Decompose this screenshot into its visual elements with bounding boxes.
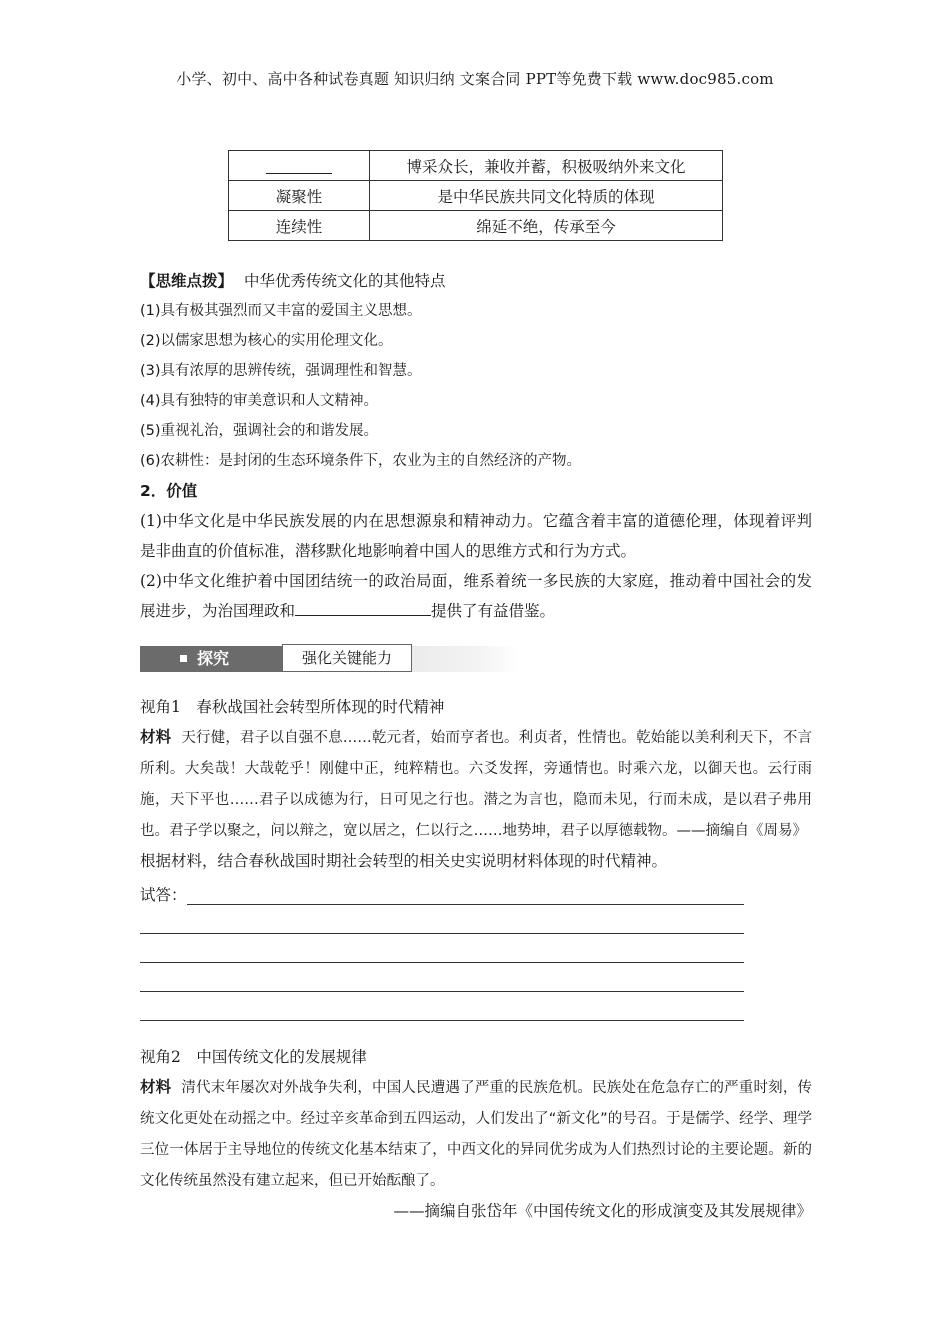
perspective-2	[140, 1042, 812, 1226]
answer-field[interactable]	[140, 876, 744, 905]
section-banner	[140, 644, 518, 674]
perspective-title: 视角1 春秋战国社会转型所体现的时代精神	[140, 698, 445, 716]
material-text: 天行健，君子以自强不息……乾元者，始而亨者也。利贞者，性情也。乾始能以美利利天下，不言所利。大矣哉！大哉乾乎！刚健中正，纯粹精也。六爻发挥，旁通情也。时乘六龙，以御天也。云行雨施，天下平也……君子以成德为行，日可见之行也。潜之为言也，隐而未见，行而未成，是以君子弗用也。君子学以聚之，问以辩之，宽以居之，仁以行之……地势坤，君子以厚德载物。——摘编自《周易》	[140, 730, 812, 839]
value-heading: 2．价值	[140, 482, 198, 500]
feature-desc: 绵延不绝，传承至今	[370, 211, 723, 241]
page-header: 小学、初中、高中各种试卷真题 知识归纳 文案合同 PPT等免费下载 www.doc985.com	[176, 70, 774, 88]
answer-line[interactable]	[140, 992, 744, 1021]
value-p2-end: 提供了有益借鉴。	[431, 602, 556, 620]
fill-blank	[266, 159, 332, 174]
banner-title: 探究	[197, 649, 230, 668]
thinking-title: 中华优秀传统文化的其他特点	[243, 272, 446, 290]
list-item: (4)具有独特的审美意识和人文精神。	[140, 393, 379, 409]
table-row	[229, 151, 723, 181]
answer-line[interactable]	[140, 934, 744, 963]
feature-desc: 博采众长，兼收并蓄，积极吸纳外来文化	[370, 151, 723, 181]
list-item: (5)重视礼治，强调社会的和谐发展。	[140, 423, 379, 439]
fill-blank	[295, 597, 431, 616]
material-label: 材料	[140, 728, 172, 746]
table-row	[229, 211, 723, 241]
perspective-1	[140, 692, 812, 1021]
value-paragraph-1: (1)中华文化是中华民族发展的内在思想源泉和精神动力。它蕴含着丰富的道德伦理，体现着评判是非曲直的价值标准，潜移默化地影响着中国人的思维方式和行为方式。	[140, 512, 812, 560]
feature-name: 连续性	[229, 211, 370, 241]
banner-subtitle: 强化关键能力	[282, 644, 412, 672]
material-paragraph	[140, 722, 812, 846]
material-paragraph	[140, 1072, 812, 1196]
answer-line[interactable]	[140, 905, 744, 934]
answer-line[interactable]	[140, 963, 744, 992]
perspective-title: 视角2 中国传统文化的发展规律	[140, 1048, 367, 1066]
table-row	[229, 181, 723, 211]
question-text: 根据材料，结合春秋战国时期社会转型的相关史实说明材料体现的时代精神。	[140, 852, 668, 870]
list-item: (3)具有浓厚的思辨传统，强调理性和智慧。	[140, 363, 422, 379]
material-label: 材料	[140, 1078, 172, 1096]
feature-name: 凝聚性	[229, 181, 370, 211]
value-p2-text: (2)中华文化维护着中国团结统一的政治局面，维系着统一多民族的大家庭，推动着中国社会的发展进步，为治国理政和	[140, 572, 812, 620]
answer-line[interactable]	[187, 884, 744, 905]
list-item: (1)具有极其强烈而又丰富的爱国主义思想。	[140, 303, 422, 319]
list-item: (2)以儒家思想为核心的实用伦理文化。	[140, 333, 393, 349]
material-text: 清代末年屡次对外战争失利，中国人民遭遇了严重的民族危机。民族处在危急存亡的严重时刻，传统文化更处在动摇之中。经过辛亥革命到五四运动，人们发出了“新文化”的号召。于是儒学、经学、理学三位一体居于主导地位的传统文化基本结束了，中西文化的异同优劣成为人们热烈讨论的主要论题。新的文化传统虽然没有建立起来，但已开始酝酿了。	[140, 1080, 812, 1189]
thinking-label: 【思维点拨】	[140, 272, 234, 290]
feature-table	[228, 150, 723, 241]
material-source: ——摘编自张岱年《中国传统文化的形成演变及其发展规律》	[393, 1202, 812, 1220]
feature-name-blank	[229, 151, 370, 181]
square-bullet-icon	[180, 655, 187, 662]
main-content	[140, 266, 812, 626]
thinking-heading	[140, 266, 812, 296]
feature-desc: 是中华民族共同文化特质的体现	[370, 181, 723, 211]
banner-dark	[140, 646, 282, 672]
list-item: (6)农耕性：是封闭的生态环境条件下，农业为主的自然经济的产物。	[140, 453, 582, 469]
value-paragraph-2	[140, 566, 812, 626]
answer-label: 试答：	[140, 886, 187, 904]
